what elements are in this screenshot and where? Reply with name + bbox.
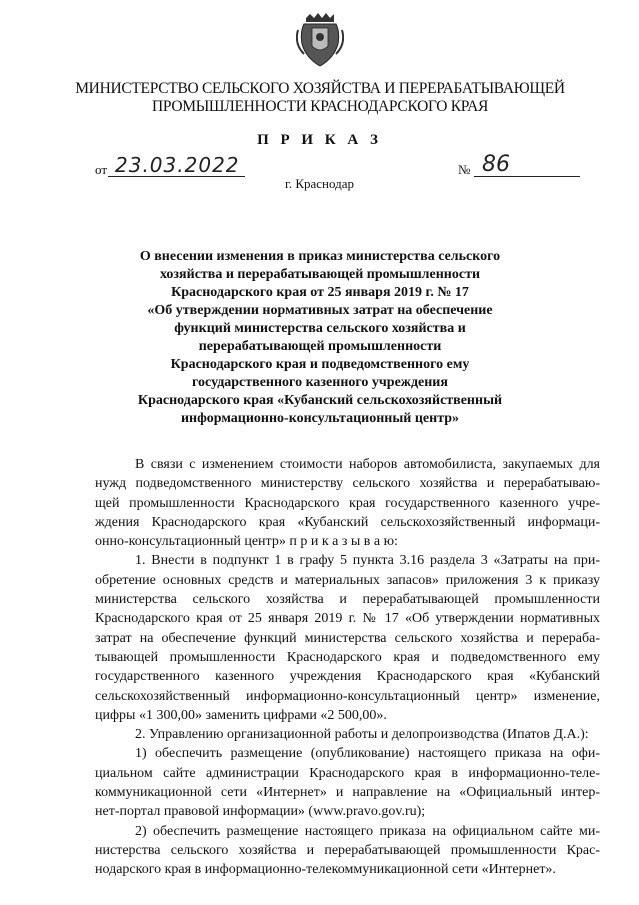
subject-line: хозяйства и перерабатывающей промышленности [159,267,481,282]
body-line: 1) обеспечить размещение (опубликование) настоящего приказа на офи- [135,746,600,762]
body-line: сельскохозяйственный информационно-консультационный центр» изменение, [95,688,600,704]
subject-line: Краснодарского края «Кубанский сельскохозяйственный [137,393,503,408]
body-line: затрат на обеспечение функций министерства сельского хозяйства и перераба- [95,630,600,646]
body-line: тывающей промышленности Краснодарского края и подведомственного ему [95,649,600,665]
body-line: нет-портал правовой информации» (www.pravo.gov.ru); [95,804,426,820]
ministry-line-2: ПРОМЫШЛЕННОСТИ КРАСНОДАРСКОГО КРАЯ [151,98,489,115]
body-line: онно-консультационный центр» п р и к а з ы в а ю: [95,534,398,550]
subject-line: Краснодарского края и подведомственного ему [170,357,470,372]
subject-line: функций министерства сельского хозяйства и [174,321,466,336]
body-line: нодарского края в информационно-телекоммуникационной сети «Интернет». [95,862,556,878]
body-line: 1. Внести в подпункт 1 в графу 5 пункта 3.16 раздела 3 «Затраты на при- [135,553,600,569]
subject-line: перерабатывающей промышленности [198,339,442,354]
ministry-name [60,80,580,116]
body-line: циальном сайте администрации Краснодарского края в информационно-теле- [95,765,600,781]
subject-line: «Об утверждении нормативных затрат на обеспечение [147,303,493,318]
body-line: В связи с изменением стоимости наборов автомобилиста, закупаемых для [135,457,600,472]
body-line: цифры «1 300,00» заменить цифрами «2 500,00». [95,707,387,723]
subject-line: О внесении изменения в приказ министерства сельского [139,249,501,264]
subject-line: информационно-консультационный центр» [180,411,460,426]
body-line: 2) обеспечить размещение настоящего приказа на официальном сайте ми- [135,823,600,839]
number-prefix: № [458,162,471,177]
order-body [95,455,600,880]
body-line: ждения Краснодарского края «Кубанский сельскохозяйственный информаци- [95,514,600,530]
date-value: 23.03.2022 [115,153,240,177]
order-subject [120,248,520,428]
city: г. Краснодар [284,176,355,191]
coat-of-arms-icon [296,10,344,70]
document-type: П Р И К А З [257,132,382,148]
body-line: нужд подведомственного министерству сельского хозяйства и перерабатываю- [95,476,600,492]
body-line: нистерства сельского хозяйства и перерабатывающей промышленности Крас- [95,842,600,858]
subject-line: Краснодарского края от 25 января 2019 г. № 17 [171,285,469,300]
body-line: коммуникационной сети «Интернет» и направление на «Официальный интер- [95,785,600,801]
body-line: щей промышленности Краснодарского края государственного казенного учре- [95,495,600,511]
ministry-line-1: МИНИСТЕРСТВО СЕЛЬСКОГО ХОЗЯЙСТВА И ПЕРЕРАБАТЫВАЮЩЕЙ [75,80,565,97]
body-line: государственного казенного учреждения Краснодарского края «Кубанский [95,669,600,685]
body-line: обретение основных средств и материальных запасов» приложения 3 к приказу [95,572,600,588]
date-prefix: от [95,162,108,177]
number-value: 86 [482,152,510,177]
subject-line: государственного казенного учреждения [192,375,448,390]
body-line: Краснодарского края от 25 января 2019 г. № 17 «Об утверждении нормативных [95,611,600,627]
body-line: министерства сельского хозяйства и перерабатывающей промышленности [95,592,600,608]
body-line: 2. Управлению организационной работы и делопроизводства (Ипатов Д.А.): [135,727,589,743]
